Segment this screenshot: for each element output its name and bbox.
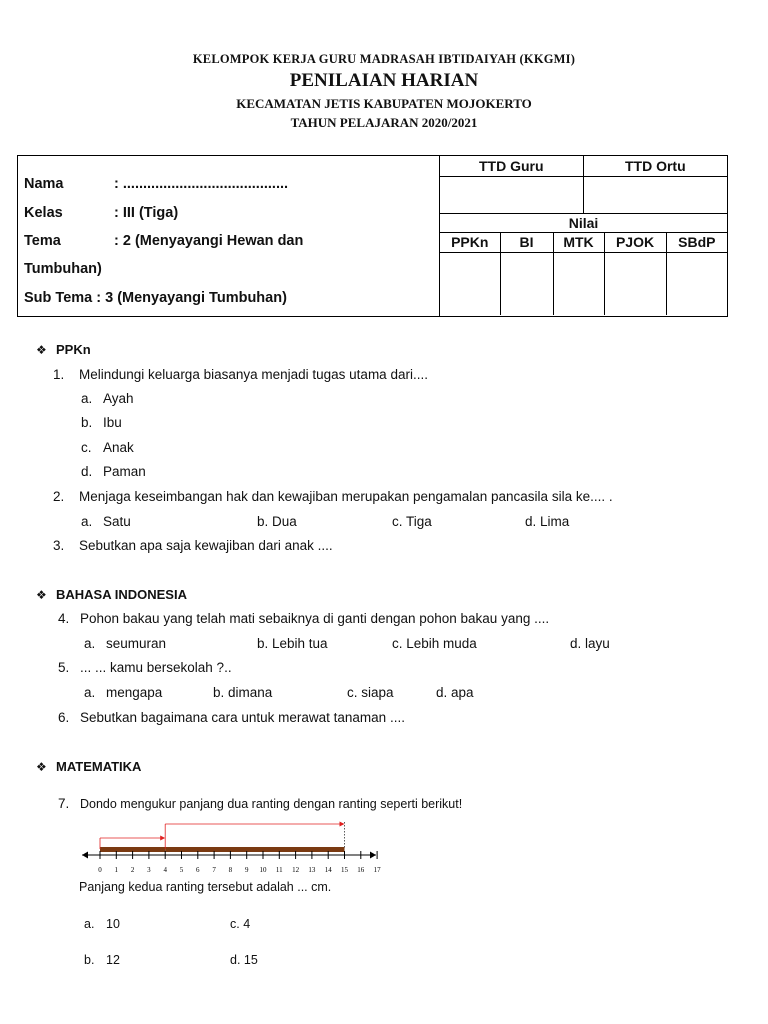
tema-continuation: Tumbuhan) (24, 261, 102, 277)
q2-option-c[interactable]: c. Tiga (392, 514, 432, 529)
option-letter: b. (81, 415, 93, 430)
score-pjok[interactable] (604, 252, 666, 315)
nama-label: Nama (24, 176, 64, 192)
option-text: Ibu (103, 415, 122, 430)
header-school-year: TAHUN PELAJARAN 2020/2021 (290, 115, 478, 130)
ruler-tick-label-14: 14 (324, 866, 332, 874)
option-letter: a. (81, 514, 93, 529)
axis-right-arrow-icon (370, 852, 376, 859)
option-text: 10 (106, 917, 120, 931)
question-text: Dondo mengukur panjang dua ranting dengan ranting seperti berikut! (80, 797, 463, 811)
option-text: Paman (103, 464, 146, 479)
score-ppkn[interactable] (440, 252, 500, 315)
ruler-tick-label-4: 4 (163, 866, 167, 874)
subject-mtk: MTK (553, 232, 604, 252)
nilai-header: Nilai (440, 213, 727, 232)
question-text: Melindungi keluarga biasanya menjadi tugas utama dari.... (79, 367, 428, 382)
section-bahasa-indonesia (36, 587, 187, 602)
header-district: KECAMATAN JETIS KABUPATEN MOJOKERTO (236, 96, 532, 111)
nama-row (24, 176, 288, 192)
question-number: 2. (53, 489, 65, 504)
question-number: 7. (58, 796, 70, 811)
subject-pjok: PJOK (604, 232, 666, 252)
signature-score-table (440, 156, 727, 315)
q5-option-c[interactable]: c. siapa (347, 685, 394, 700)
option-text: mengapa (106, 685, 163, 700)
option-text: seumuran (106, 636, 167, 651)
kelas-row (24, 205, 178, 221)
q1-option-d[interactable] (81, 464, 146, 479)
tema-value: : 2 (Menyayangi Hewan dan (114, 233, 304, 249)
q2-option-d[interactable]: d. Lima (525, 514, 570, 529)
score-mtk[interactable] (553, 252, 604, 315)
question-1 (53, 367, 428, 382)
q7-option-a[interactable] (84, 917, 120, 931)
score-sbdp[interactable] (666, 252, 727, 315)
question-6 (58, 710, 405, 725)
q7-option-b[interactable] (84, 953, 120, 967)
question-5 (58, 660, 232, 675)
question-3 (53, 538, 333, 553)
q1-option-a[interactable] (81, 391, 134, 406)
ruler-tick-label-11: 11 (275, 866, 283, 874)
subject-sbdp: SBdP (666, 232, 727, 252)
question-text: ... ... kamu bersekolah ?.. (80, 660, 232, 675)
ruler-tick-label-3: 3 (147, 866, 151, 874)
ruler-tick-label-5: 5 (179, 866, 184, 874)
question-number: 1. (53, 367, 65, 382)
ruler-tick-label-1: 1 (114, 866, 119, 874)
header-organization: KELOMPOK KERJA GURU MADRASAH IBTIDAIYAH (KKGMI) (192, 52, 576, 66)
nama-value[interactable]: : ......................................... (114, 176, 289, 192)
option-letter: c. (81, 440, 92, 455)
option-letter: a. (81, 391, 93, 406)
ttd-ortu-cell[interactable] (583, 176, 727, 213)
ruler-tick-label-0: 0 (98, 866, 102, 874)
q5-option-b[interactable]: b. dimana (213, 685, 273, 700)
ruler-diagram (78, 818, 383, 876)
q4-option-d[interactable]: d. layu (570, 636, 610, 651)
ruler-tick-label-8: 8 (228, 866, 233, 874)
header-title: PENILAIAN HARIAN (289, 70, 479, 91)
ruler-tick-label-13: 13 (308, 866, 316, 874)
tema-label: Tema (24, 233, 61, 249)
q4-option-b[interactable]: b. Lebih tua (257, 636, 328, 651)
ttd-guru-header: TTD Guru (440, 156, 583, 176)
ttd-ortu-header: TTD Ortu (583, 156, 727, 176)
measure-arrowhead-icon-1 (160, 836, 165, 841)
ruler-tick-label-10: 10 (259, 866, 267, 874)
tema-row (24, 233, 303, 249)
subtema-row: Sub Tema : 3 (Menyayangi Tumbuhan) (24, 290, 287, 306)
branch-bar-2 (165, 847, 344, 852)
q7-follow-text: Panjang kedua ranting tersebut adalah ... cm. (79, 880, 332, 894)
q4-option-c[interactable]: c. Lebih muda (392, 636, 477, 651)
ruler-tick-label-7: 7 (212, 866, 216, 874)
option-text: Satu (103, 514, 131, 529)
option-letter: d. (81, 464, 93, 479)
question-text: Pohon bakau yang telah mati sebaiknya di ganti dengan pohon bakau yang .... (80, 611, 550, 626)
question-text: Sebutkan apa saja kewajiban dari anak .... (79, 538, 333, 553)
ruler-tick-label-2: 2 (130, 866, 135, 874)
ruler-tick-label-16: 16 (357, 866, 365, 874)
section-ppkn (36, 342, 91, 357)
question-number: 4. (58, 611, 70, 626)
diamond-bullet-icon: ❖ (36, 588, 47, 602)
score-bi[interactable] (500, 252, 553, 315)
question-number: 6. (58, 710, 70, 725)
option-letter: a. (84, 685, 96, 700)
measure-arrowhead-icon-2 (340, 822, 345, 827)
option-letter: b. (84, 953, 95, 967)
q5-option-a[interactable] (84, 685, 162, 700)
option-text: Anak (103, 440, 134, 455)
question-7 (58, 796, 462, 811)
ruler-tick-label-12: 12 (292, 866, 300, 874)
section-mtk-title: MATEMATIKA (56, 759, 142, 774)
q7-option-c[interactable]: c. 4 (230, 917, 251, 931)
ruler-tick-label-6: 6 (196, 866, 200, 874)
q7-option-d[interactable]: d. 15 (230, 953, 258, 967)
q5-option-d[interactable]: d. apa (436, 685, 474, 700)
q1-option-c[interactable] (81, 440, 134, 455)
axis-left-arrow-icon (82, 852, 88, 859)
q2-option-a[interactable] (81, 514, 131, 529)
option-text: Ayah (103, 391, 134, 406)
q2-option-b[interactable]: b. Dua (257, 514, 297, 529)
ruler-tick-label-9: 9 (244, 866, 249, 874)
subject-bi: BI (500, 232, 553, 252)
q4-option-a[interactable] (84, 636, 166, 651)
option-letter: a. (84, 917, 95, 931)
option-text: 12 (106, 953, 120, 967)
subject-ppkn: PPKn (440, 232, 500, 252)
ruler-tick-label-17: 17 (373, 866, 381, 874)
q1-option-b[interactable] (81, 415, 122, 430)
diamond-bullet-icon: ❖ (36, 760, 47, 774)
question-4 (58, 611, 549, 626)
question-text: Sebutkan bagaimana cara untuk merawat tanaman .... (80, 710, 405, 725)
question-number: 3. (53, 538, 65, 553)
kelas-label: Kelas (24, 205, 63, 221)
section-ppkn-title: PPKn (56, 342, 91, 357)
ttd-guru-cell[interactable] (440, 176, 583, 213)
diamond-bullet-icon: ❖ (36, 343, 47, 357)
option-letter: a. (84, 636, 96, 651)
question-2 (53, 489, 613, 504)
section-matematika (36, 759, 141, 774)
question-number: 5. (58, 660, 70, 675)
kelas-value: : III (Tiga) (114, 205, 179, 221)
ruler-tick-label-15: 15 (341, 866, 348, 874)
question-text: Menjaga keseimbangan hak dan kewajiban merupakan pengamalan pancasila sila ke.... . (79, 489, 613, 504)
section-bi-title: BAHASA INDONESIA (56, 587, 187, 602)
